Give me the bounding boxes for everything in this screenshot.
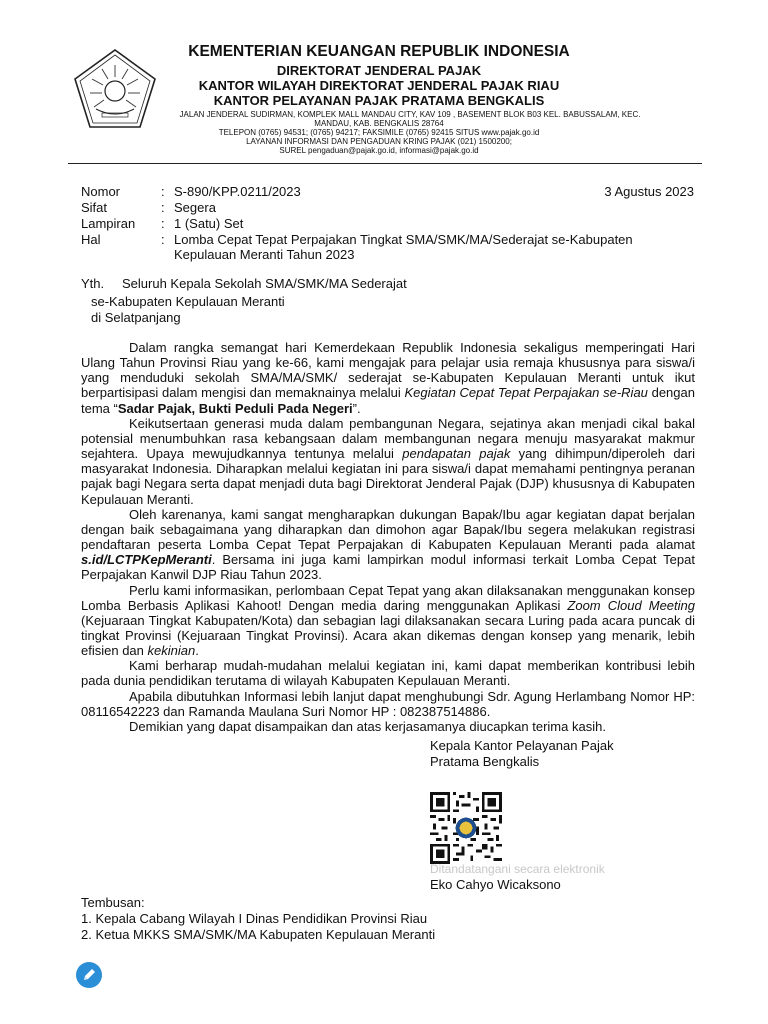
signatory-name: Eko Cahyo Wicaksono xyxy=(430,877,561,892)
nomor-value: S-890/KPP.0211/2023 xyxy=(174,184,301,199)
signatory-title-line1: Kepala Kantor Pelayanan Pajak xyxy=(430,738,614,753)
office-address-line1: JALAN JENDERAL SUDIRMAN, KOMPLEK MALL MANDAU CITY, KAV 109 , BASEMENT BLOK B03 KEL. BABUSSALAM, KEC. xyxy=(179,110,641,119)
office-phone: TELEPON (0765) 94531; (0765) 94217; FAKSIMILE (0765) 92415 SITUS www.pajak.go.id xyxy=(218,128,540,137)
hal-value-line2: Kepulauan Meranti Tahun 2023 xyxy=(174,247,355,262)
office-email: SUREL pengaduan@pajak.go.id, informasi@pajak.go.id xyxy=(279,146,479,155)
colon: : xyxy=(161,184,165,199)
ministry-name: KEMENTERIAN KEUANGAN REPUBLIK INDONESIA xyxy=(188,43,570,60)
electronic-signature-note: Ditandatangani secara elektronik xyxy=(430,862,605,876)
body-paragraph-5: Kami berharap mudah-mudahan melalui kegiatan ini, kami dapat memberikan kontribusi lebih pada dunia pendidikan terutama di wilayah Kabupaten Kepulauan Meranti. xyxy=(81,658,695,689)
body-paragraph-7: Demikian yang dapat disampaikan dan atas kerjasamanya diucapkan terima kasih. xyxy=(129,718,606,734)
nomor-label: Nomor xyxy=(81,184,121,199)
hal-label: Hal xyxy=(81,232,101,247)
directorate-name: DIREKTORAT JENDERAL PAJAK xyxy=(276,63,482,78)
colon: : xyxy=(161,216,165,231)
regional-office-name: KANTOR WILAYAH DIREKTORAT JENDERAL PAJAK RIAU xyxy=(198,78,560,93)
signatory-title-line2: Pratama Bengkalis xyxy=(430,754,540,769)
header-divider xyxy=(68,163,702,164)
tembusan-label: Tembusan: xyxy=(81,895,145,910)
body-paragraph-2: Keikutsertaan generasi muda dalam pembangunan Negara, sejatinya akan menjadi cikal bakal potensial menumbuhkan rasa kebangsaan dalam membangunan negara menuju masyarakat makmur sejahtera. Upaya mewujudkannya tentunya melalui pendapatan pajak yang dihimpun/diperoleh dari masyarakat Indonesia. Diharapkan melalui kegiatan ini para siswa/i dapat memahami pentingnya peranan pajak bagi Negara serta dapat menjadi duta bagi Direktorat Jenderal Pajak (DJP) khususnya di Kabupaten Kepulauan Meranti. xyxy=(81,415,695,507)
lampiran-value: 1 (Satu) Set xyxy=(174,216,244,231)
lampiran-label: Lampiran xyxy=(81,216,136,231)
edit-pencil-icon[interactable] xyxy=(76,962,102,988)
body-paragraph-6: Apabila dibutuhkan Informasi lebih lanjut dapat menghubungi Sdr. Agung Herlambang Nomor HP: 08116542223 dan Ramanda Maulana Suri Nomor HP : 082387514886. xyxy=(81,688,695,719)
sifat-value: Segera xyxy=(174,200,216,215)
addressee-line2: se-Kabupaten Kepulauan Meranti xyxy=(91,294,285,309)
colon: : xyxy=(161,200,165,215)
body-paragraph-1: Dalam rangka semangat hari Kemerdekaan Republik Indonesia sekaligus memperingati Hari Ulang Tahun Provinsi Riau yang ke-66, kami mengajak para pelajar usia remaja khususnya para siswa/i yang menduduki sekolah SMA/MA/SMK/ sederajat se-Kabupaten Kepulauan Meranti untuk ikut berpartisipasi dalam mengisi dan memaknainya melalui Kegiatan Cepat Tepat Perpajakan se-Riau dengan tema “Sadar Pajak, Bukti Peduli Pada Negeri”. xyxy=(81,340,695,416)
office-address-line2: MANDAU, KAB. BENGKALIS 28764 xyxy=(314,119,444,128)
hal-value-line1: Lomba Cepat Tepat Perpajakan Tingkat SMA/SMK/MA/Sederajat se-Kabupaten xyxy=(174,232,633,247)
registration-link[interactable]: s.id/LCTPKepMeranti xyxy=(81,552,212,568)
yth-label: Yth. xyxy=(81,276,105,291)
body-paragraph-3: Oleh karenanya, kami sangat mengharapkan dukungan Bapak/Ibu agar kegiatan dapat berjalan dengan baik sebagaimana yang diharapkan dan dimohon agar Bapak/Ibu segera melakukan registrasi pendaftaran peserta Lomba Cepat Tepat Perpajakan di Kabupaten Kepulauan Meranti pada alamat s.id/LCTPKepMeranti. Bersama ini juga kami lampirkan modul informasi terkait Lomba Cepat Tepat Perpajakan Kanwil DJP Riau Tahun 2023. xyxy=(81,506,695,583)
tembusan-item-2: 2. Ketua MKKS SMA/SMK/MA Kabupaten Kepulauan Meranti xyxy=(81,927,436,942)
colon: : xyxy=(161,232,165,247)
letter-body xyxy=(81,340,695,734)
addressee-line1: Seluruh Kepala Sekolah SMA/SMK/MA Sederajat xyxy=(122,276,407,291)
kemenkeu-emblem-icon xyxy=(72,47,158,133)
addressee-line3: di Selatpanjang xyxy=(91,310,181,325)
letter-date: 3 Agustus 2023 xyxy=(604,184,694,199)
tax-office-name: KANTOR PELAYANAN PAJAK PRATAMA BENGKALIS xyxy=(213,93,545,108)
body-paragraph-4: Perlu kami informasikan, perlombaan Cepat Tepat yang akan dilaksanakan menggunakan konsep Lomba Berbasis Aplikasi Kahoot! Dengan media daring menggunakan Aplikasi Zoom Cloud Meeting (Kejuaraan Tingkat Kabupaten/Kota) dan sebagian lagi dilaksanakan secara Luring pada acara puncak di tingkat Provinsi (Kejuaraan Tingkat Provinsi). Acara akan dikemas dengan konsep yang menarik, lebih efisien dan kekinian. xyxy=(81,582,695,659)
tembusan-item-1: 1. Kepala Cabang Wilayah I Dinas Pendidikan Provinsi Riau xyxy=(81,911,428,926)
qr-code-icon xyxy=(430,792,502,864)
office-kring: LAYANAN INFORMASI DAN PENGADUAN KRING PAJAK (021) 1500200; xyxy=(246,137,512,146)
sifat-label: Sifat xyxy=(81,200,108,215)
